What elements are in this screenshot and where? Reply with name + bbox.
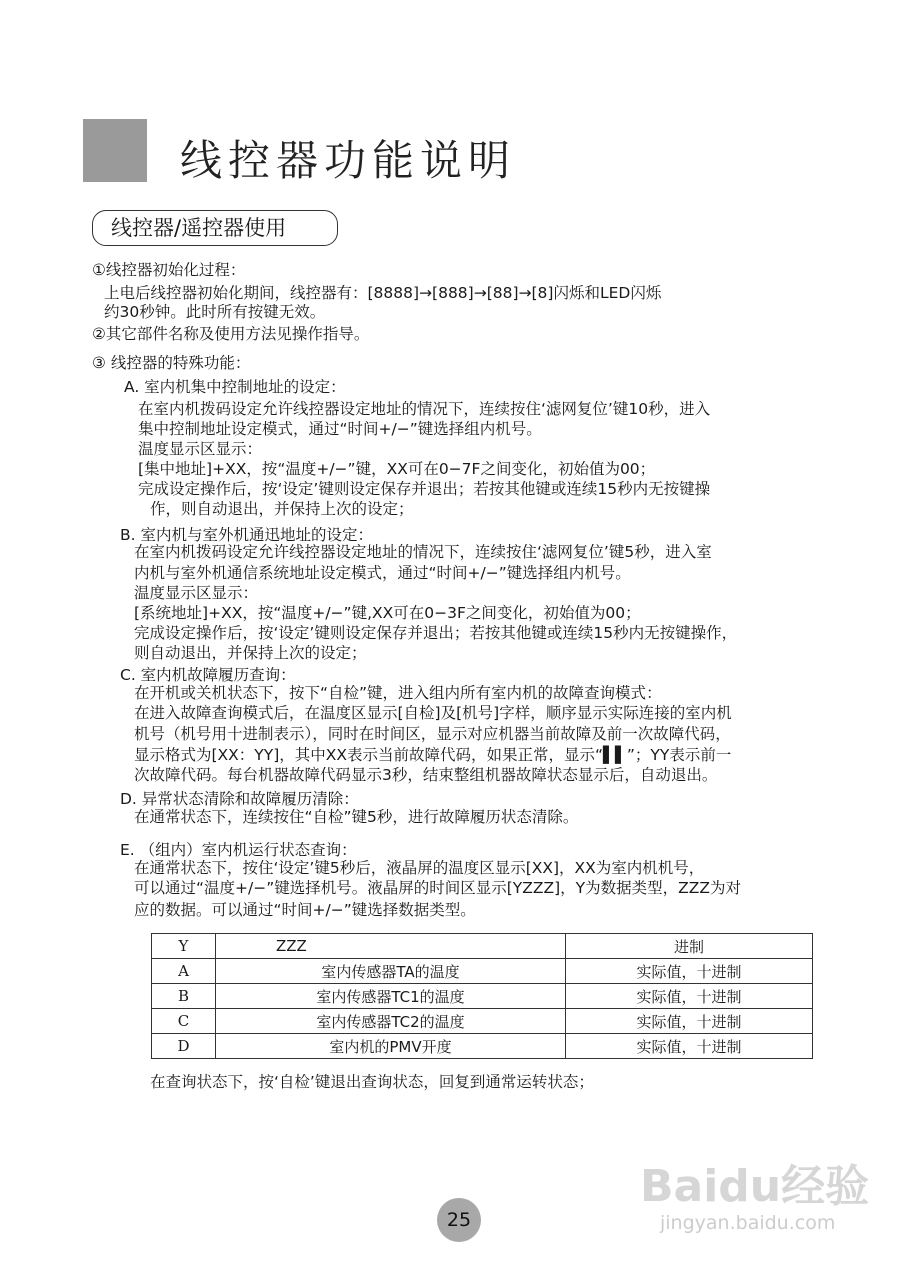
text-line: B. 室内机与室外机通迅地址的设定： [120, 526, 373, 544]
text-line: 作，则自动退出，并保持上次的设定； [150, 500, 414, 518]
text-line: 在开机或关机状态下，按下“自检”键，进入组内所有室内机的故障查询模式： [134, 684, 662, 702]
section-heading: 线控器/遥控器使用 [92, 210, 338, 246]
text-line: 约30秒钟。此时所有按键无效。 [104, 303, 326, 321]
text-line: C. 室内机故障履历查询： [120, 666, 296, 684]
text-line: 温度显示区显示： [138, 440, 263, 458]
text-line: ①线控器初始化过程： [92, 261, 246, 279]
table-cell: 实际值，十进制 [566, 1034, 813, 1059]
table-header-cell: ZZZ [216, 934, 566, 959]
text-line: 显示格式为[XX：YY]，其中XX表示当前故障代码，如果正常，显示“▌▌”；YY表示前一 [134, 746, 732, 764]
text-line: 机号（机号用十进制表示），同时在时间区，显示对应机器当前故障及前一次故障代码， [134, 725, 731, 743]
table-cell: B [152, 984, 216, 1009]
table-cell: 实际值，十进制 [566, 959, 813, 984]
table-row [152, 959, 813, 984]
text-line: 在进入故障查询模式后，在温度区显示[自检]及[机号]字样，顺序显示实际连接的室内机 [134, 704, 732, 722]
text-line: 在室内机拨码设定允许线控器设定地址的情况下，连续按住‘滤网复位’键10秒，进入 [138, 400, 711, 418]
table-header-row [152, 934, 813, 959]
text-line: D. 异常状态清除和故障履历清除： [120, 790, 359, 808]
text-line: ②其它部件名称及使用方法见操作指导。 [92, 325, 370, 343]
text-line: 在室内机拨码设定允许线控器设定地址的情况下，连续按住‘滤网复位’键5秒，进入室 [134, 543, 712, 561]
status-query-table [151, 933, 813, 1059]
text-line: 应的数据。可以通过“时间+/−”键选择数据类型。 [134, 901, 476, 919]
table-cell: A [152, 959, 216, 984]
table-cell: D [152, 1034, 216, 1059]
text-line: 内机与室外机通信系统地址设定模式，通过“时间+/−”键选择组内机号。 [134, 564, 631, 582]
table-row [152, 984, 813, 1009]
text-line: 可以通过“温度+/−”键选择机号。液晶屏的时间区显示[YZZZ]，Y为数据类型，ZZZ为对 [134, 879, 741, 897]
text-line: 则自动退出，并保持上次的设定； [134, 644, 367, 662]
text-line: 集中控制地址设定模式，通过“时间+/−”键选择组内机号。 [138, 420, 542, 438]
text-line: E. （组内）室内机运行状态查询： [120, 841, 357, 859]
watermark-url: jingyan.baidu.com [660, 1212, 836, 1234]
text-line: [集中地址]+XX，按“温度+/−”键，XX可在0−7F之间变化，初始值为00； [138, 460, 656, 478]
table-cell: 实际值，十进制 [566, 984, 813, 1009]
text-line: 在通常状态下，按住‘设定’键5秒后，液晶屏的温度区显示[XX]，XX为室内机机号， [134, 859, 705, 877]
page-number: 25 [437, 1198, 481, 1242]
text-line: 在通常状态下，连续按住“自检”键5秒，进行故障履历状态清除。 [134, 808, 579, 826]
table-header-cell: 进制 [566, 934, 813, 959]
table-cell: 室内传感器TC1的温度 [216, 984, 566, 1009]
table-cell: C [152, 1009, 216, 1034]
text-line: 次故障代码。每台机器故障代码显示3秒，结束整组机器故障状态显示后，自动退出。 [134, 766, 718, 784]
table-row [152, 1009, 813, 1034]
watermark-logo: Baidu经验 [640, 1161, 870, 1212]
text-line: 完成设定操作后，按‘设定’键则设定保存并退出；若按其他键或连续15秒内无按键操 [138, 480, 711, 498]
table-cell: 室内传感器TC2的温度 [216, 1009, 566, 1034]
table-cell: 实际值，十进制 [566, 1009, 813, 1034]
text-line: 温度显示区显示： [134, 584, 259, 602]
table-cell: 室内传感器TA的温度 [216, 959, 566, 984]
text-line: ③ 线控器的特殊功能： [92, 354, 251, 372]
table-header-cell: Y [152, 934, 216, 959]
header-gray-square [83, 119, 147, 182]
text-line: A. 室内机集中控制地址的设定： [124, 378, 346, 396]
table-row [152, 1034, 813, 1059]
page-title: 线控器功能说明 [180, 136, 517, 185]
text-line: 上电后线控器初始化期间，线控器有：[8888]→[888]→[88]→[8]闪烁和LED闪烁 [104, 284, 662, 302]
text-line: [系统地址]+XX，按“温度+/−”键,XX可在0−3F之间变化，初始值为00； [134, 604, 641, 622]
table-cell: 室内机的PMV开度 [216, 1034, 566, 1059]
text-line: 完成设定操作后，按‘设定’键则设定保存并退出；若按其他键或连续15秒内无按键操作， [134, 624, 738, 642]
footer-note: 在查询状态下，按‘自检’键退出查询状态，回复到通常运转状态； [150, 1073, 594, 1091]
